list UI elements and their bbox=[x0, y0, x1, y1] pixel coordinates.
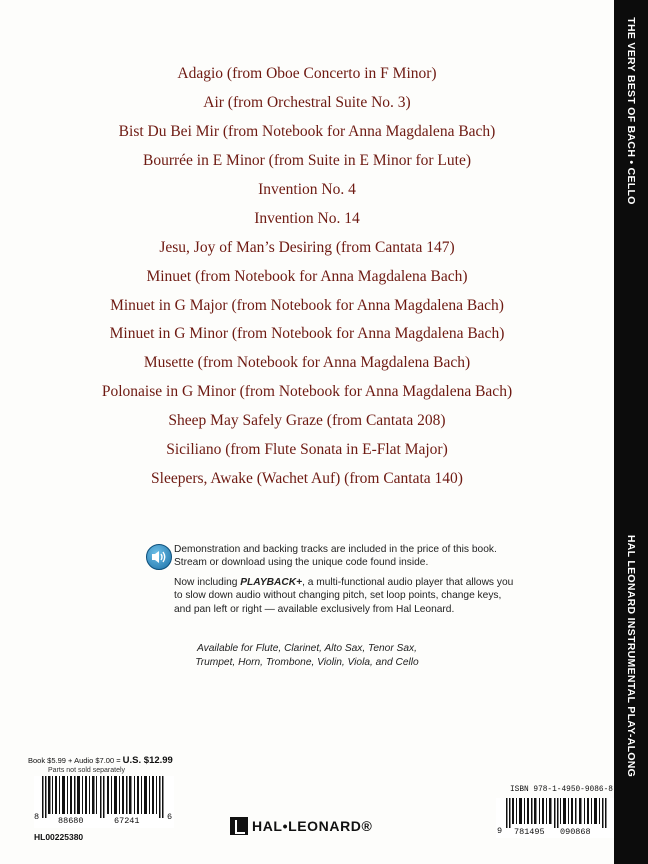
audio-line-3-suffix: , a multi-functional audio player that allows you bbox=[302, 577, 514, 588]
availability-line-2: Trumpet, Horn, Trombone, Violin, Viola, and Cello bbox=[195, 657, 419, 668]
audio-line-1: Demonstration and backing tracks are included in the price of this book. bbox=[174, 544, 497, 555]
isbn-number: ISBN 978-1-4950-9086-8 bbox=[510, 786, 613, 794]
isbn-digits-2: 781495 bbox=[514, 827, 545, 837]
song-title: Polonaise in G Minor (from Notebook for Anna Magdalena Bach) bbox=[101, 383, 513, 401]
audio-line-4: to slow down audio without changing pitch, set loop points, change keys, bbox=[174, 590, 502, 602]
hal-leonard-wordmark: HAL•LEONARD® bbox=[252, 818, 373, 834]
isbn-digit-1: 9 bbox=[497, 826, 503, 836]
upc-digit-4: 6 bbox=[167, 812, 173, 822]
song-title: Adagio (from Oboe Concerto in F Minor) bbox=[177, 65, 437, 82]
song-title: Invention No. 4 bbox=[258, 180, 356, 198]
hal-leonard-logo bbox=[230, 816, 372, 836]
isbn-barcode bbox=[496, 798, 620, 838]
song-title: Minuet in G Major (from Notebook for Anna Magdalena Bach) bbox=[110, 296, 504, 314]
playback-plus-brand: PLAYBACK+ bbox=[240, 577, 303, 588]
availability-line-1: Available for Flute, Clarinet, Alto Sax, Tenor Sax, bbox=[197, 643, 417, 654]
parts-note: Parts not sold separately bbox=[48, 767, 126, 774]
price-label bbox=[28, 755, 173, 766]
song-title: Sheep May Safely Graze (from Cantata 208) bbox=[168, 412, 446, 430]
upc-digits-2: 88680 bbox=[58, 816, 84, 826]
product-code: HL00225380 bbox=[34, 832, 84, 842]
upc-barcode-bars bbox=[34, 776, 174, 818]
song-title: Musette (from Notebook for Anna Magdalena Bach) bbox=[143, 354, 471, 372]
song-title: Air (from Orchestral Suite No. 3) bbox=[203, 93, 411, 111]
spine-series: HAL LEONARD INSTRUMENTAL PLAY-ALONG bbox=[625, 534, 637, 778]
song-title: Minuet (from Notebook for Anna Magdalena Bach) bbox=[146, 267, 468, 285]
spine-title: THE VERY BEST OF BACH • CELLO bbox=[625, 17, 637, 205]
song-title: Bist Du Bei Mir (from Notebook for Anna Magdalena Bach) bbox=[118, 122, 496, 140]
audio-line-5: and pan left or right — available exclusively from Hal Leonard. bbox=[174, 603, 455, 615]
audio-line-3 bbox=[174, 576, 513, 589]
price-breakdown: Book $5.99 + Audio $7.00 = bbox=[28, 756, 123, 765]
upc-digits-3: 67241 bbox=[114, 816, 140, 826]
song-title: Minuet in G Minor (from Notebook for Anna Magdalena Bach) bbox=[109, 325, 505, 343]
upc-digit-1: 8 bbox=[34, 812, 40, 822]
song-title: Invention No. 14 bbox=[254, 209, 360, 227]
song-title: Sleepers, Awake (Wachet Auf) (from Cantata 140) bbox=[151, 470, 463, 488]
song-list bbox=[0, 60, 614, 494]
isbn-barcode-bars bbox=[496, 798, 620, 828]
audio-line-3-prefix: Now including bbox=[174, 577, 241, 588]
isbn-digits-3: 090868 bbox=[560, 827, 591, 837]
song-title: Siciliano (from Flute Sonata in E-Flat Major) bbox=[166, 441, 448, 459]
song-title: Bourrée in E Minor (from Suite in E Minor for Lute) bbox=[142, 151, 471, 169]
speaker-icon bbox=[146, 544, 172, 570]
audio-line-2: Stream or download using the unique code found inside. bbox=[174, 557, 429, 569]
price-total: U.S. $12.99 bbox=[122, 755, 173, 766]
hal-leonard-logo-mark bbox=[230, 817, 248, 835]
song-title: Jesu, Joy of Man’s Desiring (from Cantata 147) bbox=[159, 238, 455, 256]
upc-barcode bbox=[34, 776, 174, 828]
